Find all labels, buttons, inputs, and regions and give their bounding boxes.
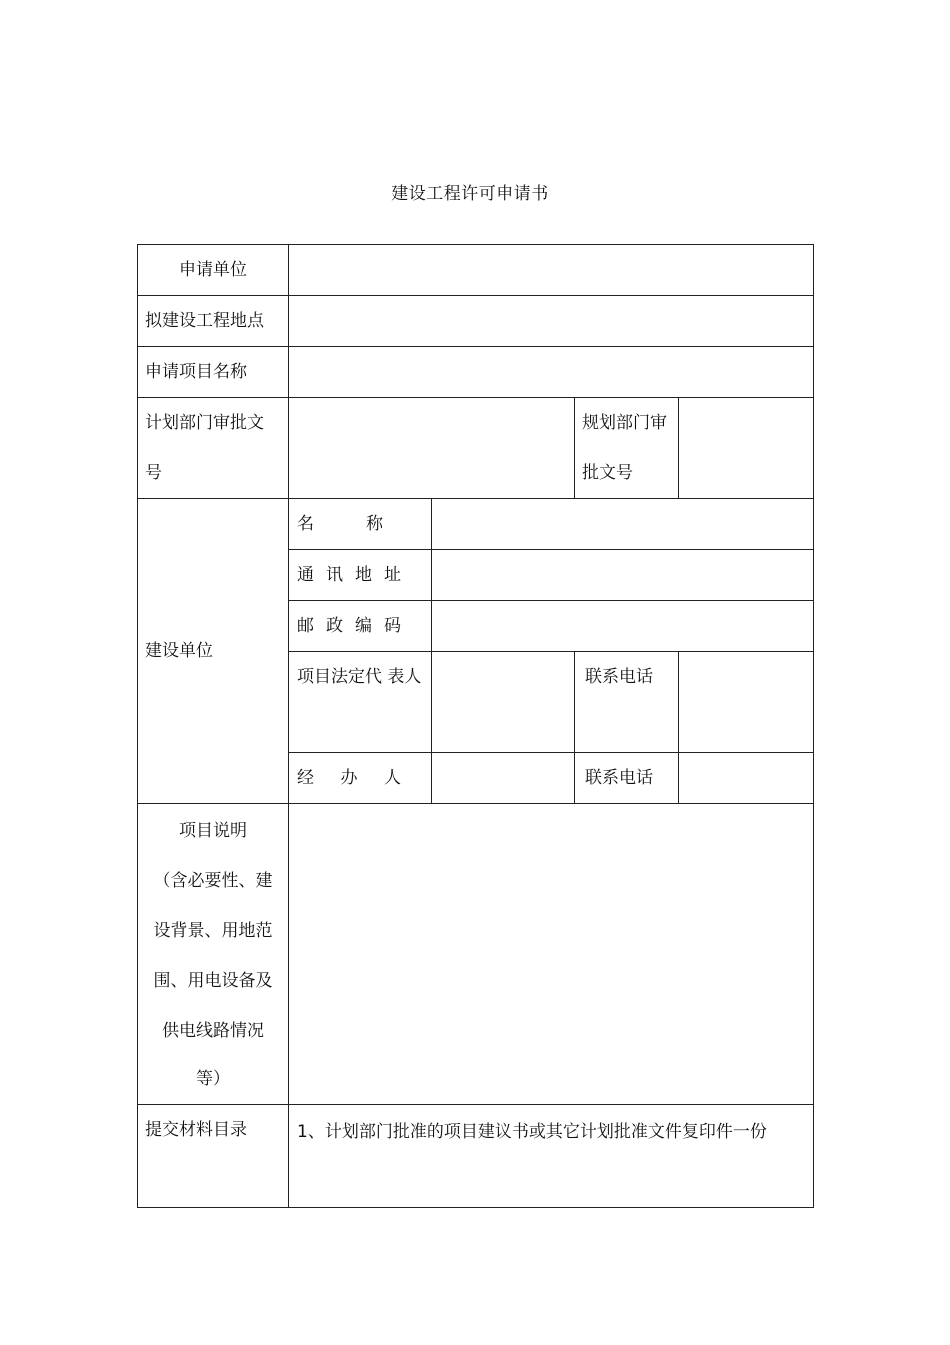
builder-address-label xyxy=(289,550,432,601)
description-line: 项目说明 xyxy=(179,821,247,841)
builder-address-field[interactable] xyxy=(432,550,814,601)
applicant-label: 申请单位 xyxy=(138,245,289,296)
address-char: 通 xyxy=(297,565,314,585)
postcode-char: 政 xyxy=(326,616,343,636)
builder-name-char: 称 xyxy=(366,514,383,534)
handler-phone-field[interactable] xyxy=(679,753,814,804)
application-form xyxy=(137,244,814,1208)
description-line: 等） xyxy=(196,1069,230,1089)
builder-postcode-label xyxy=(289,601,432,652)
description-line: 围、用电设备及 xyxy=(153,971,273,991)
row-approvals xyxy=(138,398,814,499)
handler-char: 经 xyxy=(297,768,314,788)
applicant-field[interactable] xyxy=(289,245,814,296)
builder-postcode-field[interactable] xyxy=(432,601,814,652)
builder-label: 建设单位 xyxy=(138,499,289,804)
row-builder-name xyxy=(138,499,814,550)
materials-text: 1、计划部门批准的项目建议书或其它计划批准文件复印件一份 xyxy=(289,1105,814,1208)
plan-approval-label: 计划部门审批文号 xyxy=(138,398,289,499)
row-project-name xyxy=(138,347,814,398)
phone-label-1: 联系电话 xyxy=(575,652,679,753)
site-field[interactable] xyxy=(289,296,814,347)
handler-char: 办 xyxy=(340,768,358,788)
description-line: 供电线路情况 xyxy=(162,1021,264,1041)
postcode-char: 编 xyxy=(355,616,372,636)
address-char: 讯 xyxy=(326,565,343,585)
legal-rep-field[interactable] xyxy=(432,652,575,753)
planning-approval-label: 规划部门审批文号 xyxy=(575,398,679,499)
legal-rep-label: 项目法定代 表人 xyxy=(289,652,432,753)
handler-char: 人 xyxy=(384,768,401,788)
planning-approval-field[interactable] xyxy=(679,398,814,499)
phone-label-2: 联系电话 xyxy=(575,753,679,804)
legal-rep-phone-field[interactable] xyxy=(679,652,814,753)
postcode-char: 邮 xyxy=(297,616,314,636)
row-description xyxy=(138,804,814,1105)
builder-name-label xyxy=(289,499,432,550)
description-label xyxy=(138,804,289,1105)
plan-approval-field[interactable] xyxy=(289,398,575,499)
site-label: 拟建设工程地点 xyxy=(138,296,289,347)
handler-field[interactable] xyxy=(432,753,575,804)
builder-name-char: 名 xyxy=(297,514,314,534)
row-applicant xyxy=(138,245,814,296)
row-site xyxy=(138,296,814,347)
document-title: 建设工程许可申请书 xyxy=(391,184,549,204)
description-line: （含必要性、建 xyxy=(153,871,273,891)
address-char: 地 xyxy=(355,565,372,585)
project-name-field[interactable] xyxy=(289,347,814,398)
description-line: 设背景、用地范 xyxy=(153,921,273,941)
materials-label: 提交材料目录 xyxy=(138,1105,289,1208)
description-field[interactable] xyxy=(289,804,814,1105)
builder-name-field[interactable] xyxy=(432,499,814,550)
postcode-char: 码 xyxy=(384,616,401,636)
address-char: 址 xyxy=(384,565,401,585)
row-materials xyxy=(138,1105,814,1208)
project-name-label: 申请项目名称 xyxy=(138,347,289,398)
handler-label xyxy=(289,753,432,804)
